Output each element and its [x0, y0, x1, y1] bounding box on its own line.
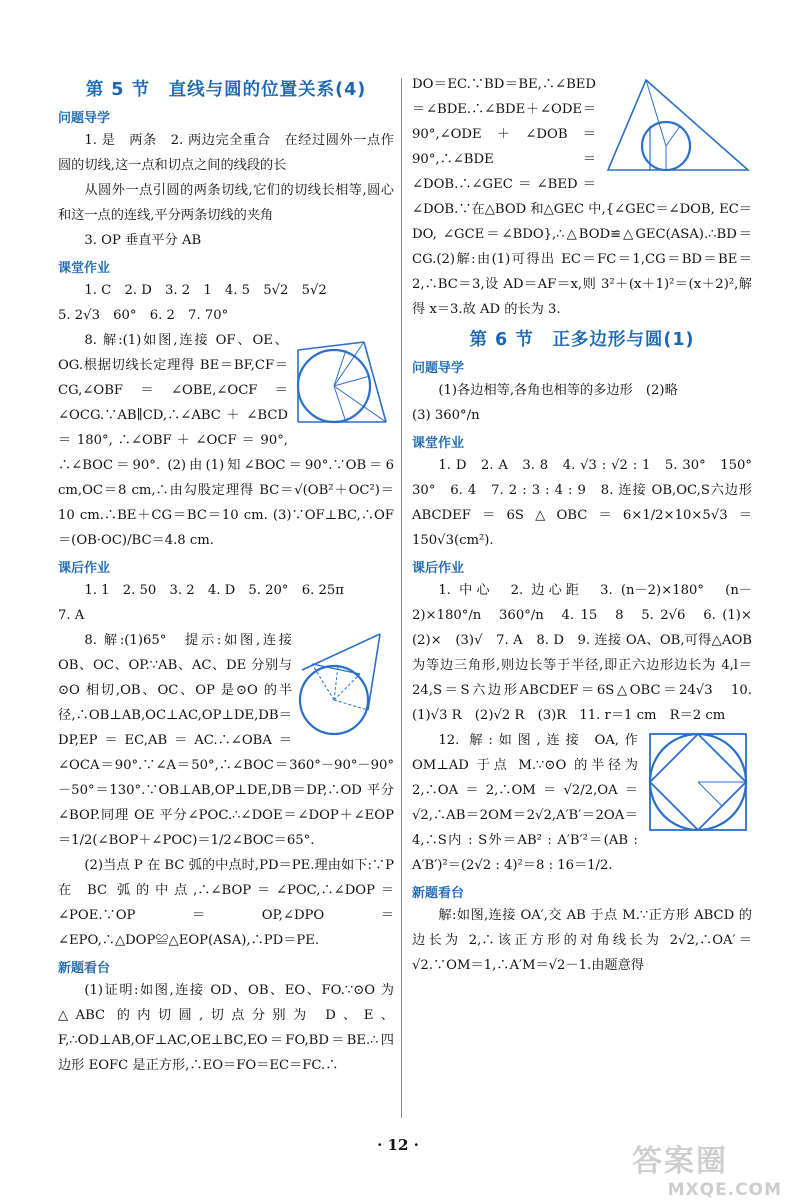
subheading: 新题看台	[412, 886, 465, 901]
trapezoid-circle-figure	[294, 330, 394, 430]
left-column	[58, 72, 394, 1078]
watermark-text: 答案圈	[632, 1144, 728, 1179]
section-title: 第 6 节 正多边形与圆(1)	[469, 330, 695, 350]
solution-paragraph: 8. 解:(1)65° 提示:如图,连接 OB、OC、OP.∵AB、AC、DE 分别与⊙O 相切,OB、OC、OP 是⊙O 的半径,∴OB⊥AB,OC⊥AC,OP⊥DE,DB＝DP,EP＝EC,AB＝AC.∴∠OBA＝∠OCA＝90°.∵∠A＝50°,∴∠BOC＝360°－90°－90°－50°＝130°.∵OB⊥AB,OP⊥DE,DB＝DP,∴OD 平分∠BOP.同理 OE 平分∠POC.∴∠DOE＝∠DOP＋∠EOP＝1/2(∠BOP＋∠POC)＝1/2∠BOC＝65°.	[58, 633, 394, 848]
answer-paragraph: 1. 是 两条 2. 两边完全重合 在经过圆外一点作圆的切线,这一点和切点之间的线段的长	[58, 133, 394, 173]
answer-paragraph: 1. D 2. A 3. 8 4. √3 : √2 : 1 5. 30° 150° 30° 6. 4 7. 2 : 3 : 4 : 9 8. 连接 OB,OC,S六边形ABCDEF＝6S△OBC＝6×1/2×10×5√3＝150√3(cm²).	[412, 458, 766, 548]
solution-paragraph: (1)证明:如图,连接 OD、OB、EO、FO.∵⊙O 为△ABC 的内切圆,切点分别为 D、E、F,∴OD⊥AB,OF⊥AC,OE⊥BC,EO＝FO,BD＝BE.∴四边形 EOFC 是正方形,∴EO＝FO＝EC＝FC.∴	[58, 983, 394, 1073]
square-circle-figure	[644, 730, 752, 836]
subheading: 课后作业	[58, 561, 111, 576]
answer-line: (3) 360°/n	[412, 408, 480, 423]
right-column	[412, 72, 766, 978]
subheading: 课堂作业	[58, 261, 111, 276]
solution-paragraph: 12. 解:如图,连接 OA,作 OM⊥AD 于点 M.∵⊙O 的半径为 2,∴OA＝2,∴OM＝√2/2,OA＝√2,∴AB＝2OM＝2√2,A′B′＝2OA＝4,∴S内 : S外＝AB² : A′B′²＝(AB : A′B′)²＝(2√2 : 4)²＝8 : 16＝1/2.	[412, 733, 638, 873]
tangent-circle-figure	[298, 630, 394, 742]
watermark-url: MXQE.COM	[667, 1180, 782, 1200]
incircle-triangle-figure	[602, 74, 752, 174]
section-title: 第 5 节 直线与圆的位置关系(4)	[85, 80, 367, 100]
answer-paragraph: 从圆外一点引圆的两条切线,它们的切线长相等,圆心和这一点的连线,平分两条切线的夹角	[58, 183, 394, 223]
subheading: 课后作业	[412, 561, 465, 576]
answer-paragraph: 1. 中心 2. 边心距 3. (n－2)×180° (n－2)×180°/n 360°/n 4. 15 8 5. 2√6 6. (1)× (2)× (3)√ 7. A 8. D 9. 连接 OA、OB,可得△AOB 为等边三角形,则边长等于半径,即正六边形边长为 4,l＝24,S＝S六边形ABCDEF＝6S△OBC＝24√3 10. (1)√3 R (2)√2 R (3)R 11. r＝1 cm R＝2 cm	[412, 583, 766, 723]
subheading: 问题导学	[58, 111, 111, 126]
column-divider	[401, 78, 402, 1118]
watermark-logo	[632, 1136, 782, 1200]
answer-line: 5. 2√3 60° 6. 2 7. 70°	[58, 308, 229, 323]
solution-paragraph: (2)当点 P 在 BC 弧的中点时,PD＝PE.理由如下:∵P 在 BC 弧的中点,∴∠BOP＝∠POC,∴∠DOP＝∠POE.∵OP＝OP,∠DPO＝∠EPO,∴△DOP≌△EOP(ASA),∴PD＝PE.	[58, 858, 394, 948]
solution-paragraph: 解:如图,连接 OA′,交 AB 于点 M.∵正方形 ABCD 的边长为 2,∴该正方形的对角线长为 2√2,∴OA′＝√2.∵OM＝1,∴A′M＝√2－1.由题意得	[412, 908, 752, 973]
solution-paragraph: DO＝EC.∵BD＝BE,∴∠BED＝∠BDE.∴∠BDE＋∠ODE＝90°,∠ODE＋∠DOB＝90°,∴∠BDE＝∠DOB.∴∠GEC＝∠BED＝∠DOB.∵在△BOD 和△GEC 中,{∠GEC＝∠DOB, EC＝DO, ∠GCE＝∠BDO},∴△BOD≌△GEC(ASA).∴BD＝CG.(2)解:由(1)可得出 EC＝FC＝1,CG＝BD＝BE＝2,∴BC＝3,设 AD＝AF＝x,则 3²＋(x＋1)²＝(x＋2)²,解得 x＝3.故 AD 的长为 3.	[412, 77, 752, 317]
solution-paragraph: 8. 解:(1)如图,连接 OF、OE、OG.根据切线长定理得 BE＝BF,CF＝CG,∠OBF＝∠OBE,∠OCF＝∠OCG.∵AB∥CD,∴∠ABC ＋ ∠BCD ＝ 180°, ∴∠OBF ＋ ∠OCF ＝ 90°, ∴∠BOC＝90°. (2)由(1)知∠BOC＝90°.∵OB＝6 cm,OC＝8 cm,∴由勾股定理得 BC＝√(OB²＋OC²)＝10 cm.∴BE＋CG＝BC＝10 cm. (3)∵OF⊥BC,∴OF＝(OB·OC)/BC＝4.8 cm.	[58, 333, 394, 548]
answer-line: 1. C 2. D 3. 2 1 4. 5 5√2 5√2	[84, 283, 327, 298]
subheading: 新题看台	[58, 961, 111, 976]
page-number: · 12 ·	[377, 1136, 419, 1154]
answer-line: (1)各边相等,各角也相等的多边形 (2)略	[438, 383, 678, 398]
subheading: 课堂作业	[412, 436, 465, 451]
answer-line: 1. 1 2. 50 3. 2 4. D 5. 20° 6. 25π	[84, 583, 344, 598]
answer-line: 7. A	[58, 608, 85, 623]
answer-line: 3. OP 垂直平分 AB	[84, 233, 202, 248]
subheading: 问题导学	[412, 361, 465, 376]
